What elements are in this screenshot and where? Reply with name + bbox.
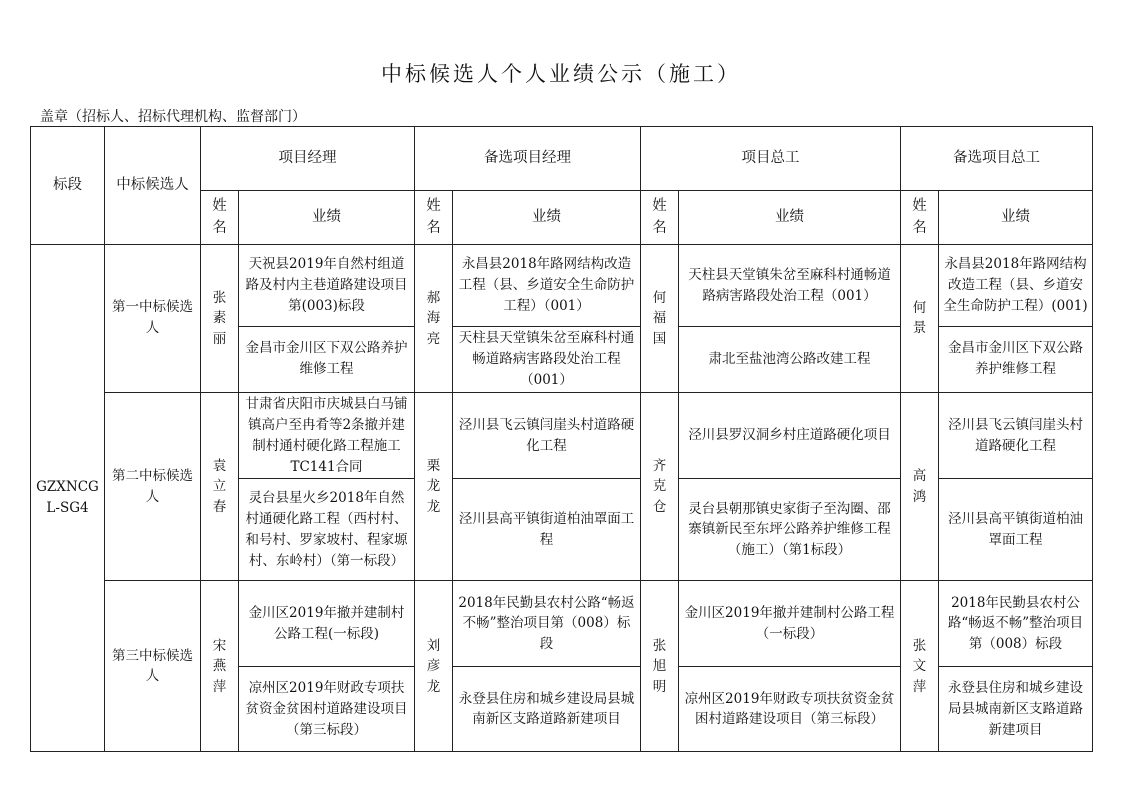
table-body <box>31 127 1093 752</box>
chief-perf: 天柱县天堂镇朱岔至麻科村通畅道路病害路段处治工程（001） <box>679 245 901 327</box>
header-name: 姓名 <box>912 197 927 236</box>
alt-chief-perf: 2018年民勤县农村公路“畅返不畅”整治项目第（008）标段 <box>939 581 1093 667</box>
alt-chief-perf: 永登县住房和城乡建设局县城南新区支路道路新建项目 <box>939 667 1093 752</box>
table-row <box>31 392 1093 479</box>
page-title: 中标候选人个人业绩公示（施工） <box>381 62 741 86</box>
alt-chief-name: 高鸿 <box>912 468 927 505</box>
candidate-label: 第三中标候选人 <box>105 581 201 752</box>
header-row <box>31 127 1093 191</box>
chief-perf: 凉州区2019年财政专项扶贫资金贫困村道路建设项目（第三标段） <box>679 667 901 752</box>
alt-pm-perf: 永登县住房和城乡建设局县城南新区支路道路新建项目 <box>453 667 641 752</box>
header-perf: 业绩 <box>679 191 901 245</box>
pm-perf: 凉州区2019年财政专项扶贫资金贫困村道路建设项目（第三标段） <box>239 667 415 752</box>
pm-perf: 甘肃省庆阳市庆城县白马铺镇高户至冉肴等2条撤并建制村通村硬化路工程施工TC141合同 <box>239 392 415 479</box>
alt-pm-perf: 天柱县天堂镇朱岔至麻科村通畅道路病害路段处治工程（001） <box>453 327 641 393</box>
pm-name: 袁立春 <box>212 458 227 515</box>
header-name: 姓名 <box>426 197 441 236</box>
header-perf: 业绩 <box>453 191 641 245</box>
candidate-label: 第二中标候选人 <box>105 392 201 581</box>
stamp-line: 盖章（招标人、招标代理机构、监督部门） <box>40 109 306 125</box>
chief-perf: 肃北至盐池湾公路改建工程 <box>679 327 901 393</box>
header-candidate: 中标候选人 <box>105 127 201 245</box>
section-id: GZXNCGL-SG4 <box>31 245 105 752</box>
chief-name: 齐克仓 <box>652 458 667 515</box>
header-section: 标段 <box>31 127 105 245</box>
pm-name: 张素丽 <box>212 290 227 347</box>
header-alt-chief: 备选项目总工 <box>901 127 1093 191</box>
table-row <box>31 581 1093 667</box>
alt-chief-name: 张文萍 <box>912 638 927 695</box>
pm-perf: 天祝县2019年自然村组道路及村内主巷道路建设项目第(003)标段 <box>239 245 415 327</box>
alt-chief-perf: 泾川县飞云镇闫崖头村道路硬化工程 <box>939 392 1093 479</box>
pm-perf: 灵台县星火乡2018年自然村通硬化路工程（西村村、和号村、罗家坡村、程家塬村、东岭村）（第一标段） <box>239 479 415 581</box>
header-name: 姓名 <box>652 197 667 236</box>
alt-pm-name: 郝海亮 <box>426 290 441 347</box>
header-pm: 项目经理 <box>201 127 415 191</box>
pm-perf: 金昌市金川区下双公路养护维修工程 <box>239 327 415 393</box>
alt-chief-perf: 金昌市金川区下双公路养护维修工程 <box>939 327 1093 393</box>
header-perf: 业绩 <box>939 191 1093 245</box>
performance-table <box>30 126 1093 752</box>
table-row <box>31 245 1093 327</box>
pm-name: 宋燕萍 <box>212 638 227 695</box>
candidate-label: 第一中标候选人 <box>105 245 201 393</box>
alt-chief-perf: 泾川县高平镇街道柏油罩面工程 <box>939 479 1093 581</box>
header-alt-pm: 备选项目经理 <box>415 127 641 191</box>
alt-pm-perf: 泾川县飞云镇闫崖头村道路硬化工程 <box>453 392 641 479</box>
pm-perf: 金川区2019年撤并建制村公路工程(一标段) <box>239 581 415 667</box>
alt-pm-perf: 泾川县高平镇街道柏油罩面工程 <box>453 479 641 581</box>
alt-pm-name: 栗龙龙 <box>426 458 441 515</box>
header-chief: 项目总工 <box>641 127 901 191</box>
chief-name: 张旭明 <box>652 638 667 695</box>
chief-perf: 金川区2019年撤并建制村公路工程（一标段） <box>679 581 901 667</box>
alt-pm-name: 刘彦龙 <box>426 638 441 695</box>
alt-chief-perf: 永昌县2018年路网结构改造工程（县、乡道安全生命防护工程）(001) <box>939 245 1093 327</box>
header-name: 姓名 <box>212 197 227 236</box>
alt-pm-perf: 2018年民勤县农村公路“畅返不畅”整治项目第（008）标段 <box>453 581 641 667</box>
header-perf: 业绩 <box>239 191 415 245</box>
alt-pm-perf: 永昌县2018年路网结构改造工程（县、乡道安全生命防护工程）（001） <box>453 245 641 327</box>
chief-perf: 泾川县罗汉洞乡村庄道路硬化项目 <box>679 392 901 479</box>
alt-chief-name: 何景 <box>912 300 927 337</box>
chief-perf: 灵台县朝那镇史家街子至沟圈、邵寨镇新民至东坪公路养护维修工程（施工）（第1标段） <box>679 479 901 581</box>
chief-name: 何福国 <box>652 290 667 347</box>
